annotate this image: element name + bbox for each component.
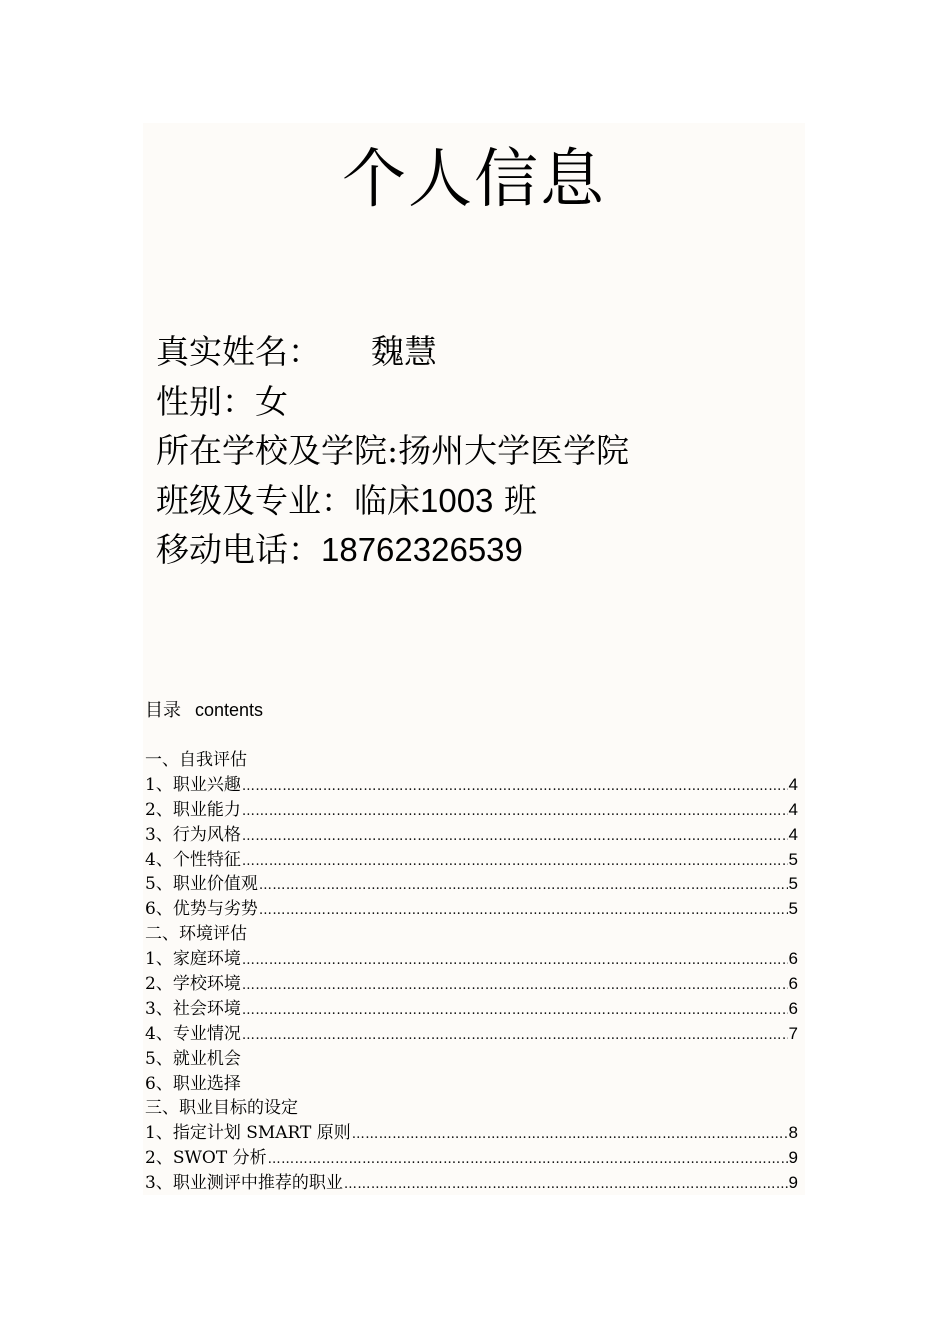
toc-entry-title: 3、行为风格 (145, 824, 241, 845)
page-title: 个人信息 (342, 143, 606, 217)
toc-entry[interactable] (145, 848, 798, 873)
toc-dot-leader (352, 1123, 788, 1148)
toc-entry[interactable] (145, 897, 798, 922)
toc-page-number: 5 (788, 849, 798, 869)
toc-page-number: 7 (788, 1023, 798, 1043)
toc-entry[interactable] (145, 798, 798, 823)
toc-dot-leader (344, 1173, 788, 1198)
phone-row (156, 525, 629, 575)
toc-heading-cn: 目录 (145, 700, 181, 721)
toc-dot-leader (242, 850, 788, 875)
name-label: 真实姓名： (156, 332, 321, 371)
toc-entry[interactable] (145, 1022, 798, 1047)
toc-dot-leader (242, 974, 788, 999)
toc-entry[interactable] (145, 972, 798, 997)
toc-heading-en: contents (195, 700, 264, 720)
toc-page-number: 6 (788, 949, 798, 969)
toc-dot-leader (242, 999, 788, 1024)
toc-entry-title: 2、SWOT 分析 (145, 1148, 267, 1169)
toc-page-number: 4 (788, 799, 798, 819)
toc-entry-title: 4、个性特征 (145, 849, 241, 870)
toc-entry-title: 一、自我评估 (145, 750, 247, 770)
toc-page-number: 8 (788, 1123, 798, 1143)
toc-entry-title: 5、就业机会 (145, 1048, 241, 1069)
phone-label: 移动电话： (156, 530, 321, 569)
toc-entry-title: 1、家庭环境 (145, 949, 241, 970)
toc-dot-leader (242, 775, 788, 800)
toc-entry[interactable] (145, 1047, 798, 1072)
toc-entry-title: 2、职业能力 (145, 799, 241, 820)
toc-entry[interactable] (145, 748, 798, 773)
gender-text: 性别：女 (156, 381, 288, 421)
toc-entry-title: 1、职业兴趣 (145, 774, 241, 795)
phone-value: 18762326539 (321, 531, 523, 568)
toc-entry[interactable] (145, 1171, 798, 1196)
gender-row (156, 377, 629, 427)
toc-entry[interactable] (145, 1121, 798, 1146)
toc-entry-title: 6、职业选择 (145, 1073, 241, 1094)
toc-dot-leader (259, 899, 788, 924)
class-row (156, 476, 629, 526)
school-row (156, 426, 629, 476)
class-label: 班级及专业：临床 (156, 480, 420, 520)
toc-entry-title: 三、职业目标的设定 (145, 1098, 298, 1119)
toc-page-number: 6 (788, 998, 798, 1018)
class-suffix: 班 (503, 480, 537, 520)
toc-entry[interactable] (145, 922, 798, 947)
toc-dot-leader (268, 1148, 788, 1173)
toc-entry-title: 6、优势与劣势 (145, 899, 258, 920)
toc-dot-leader (259, 874, 788, 899)
toc-entry-title: 5、职业价值观 (145, 874, 258, 895)
toc-entry-title: 3、社会环境 (145, 998, 241, 1019)
toc-dot-leader (242, 800, 788, 825)
toc-dot-leader (242, 825, 788, 850)
toc-page-number: 9 (788, 1173, 798, 1193)
toc-entry[interactable] (145, 1096, 798, 1121)
toc-entry[interactable] (145, 1072, 798, 1097)
toc-entry-title: 3、职业测评中推荐的职业 (145, 1173, 343, 1194)
toc-entry[interactable] (145, 823, 798, 848)
toc-page-number: 4 (788, 824, 798, 844)
table-of-contents (145, 748, 798, 1196)
school-value: 扬州大学医学院 (398, 431, 630, 470)
toc-entry[interactable] (145, 997, 798, 1022)
school-label: 所在学校及学院: (156, 431, 399, 470)
toc-page-number: 5 (788, 899, 798, 919)
toc-page-number: 4 (788, 774, 798, 794)
name-row (156, 327, 629, 377)
toc-entry-title: 二、环境评估 (145, 924, 247, 945)
toc-entry[interactable] (145, 1146, 798, 1171)
toc-heading (145, 699, 263, 722)
toc-page-number: 9 (788, 1148, 798, 1168)
toc-entry-title: 2、学校环境 (145, 974, 241, 995)
toc-dot-leader (242, 949, 788, 974)
toc-entry[interactable] (145, 773, 798, 798)
toc-entry-title: 1、指定计划 SMART 原则 (145, 1123, 351, 1144)
name-value: 魏慧 (371, 332, 437, 371)
toc-entry[interactable] (145, 947, 798, 972)
toc-dot-leader (242, 1024, 788, 1049)
class-number: 1003 (420, 481, 494, 519)
toc-page-number: 5 (788, 874, 798, 894)
personal-info-list (156, 327, 629, 575)
toc-entry-title: 4、专业情况 (145, 1023, 241, 1044)
toc-entry[interactable] (145, 872, 798, 897)
toc-page-number: 6 (788, 974, 798, 994)
